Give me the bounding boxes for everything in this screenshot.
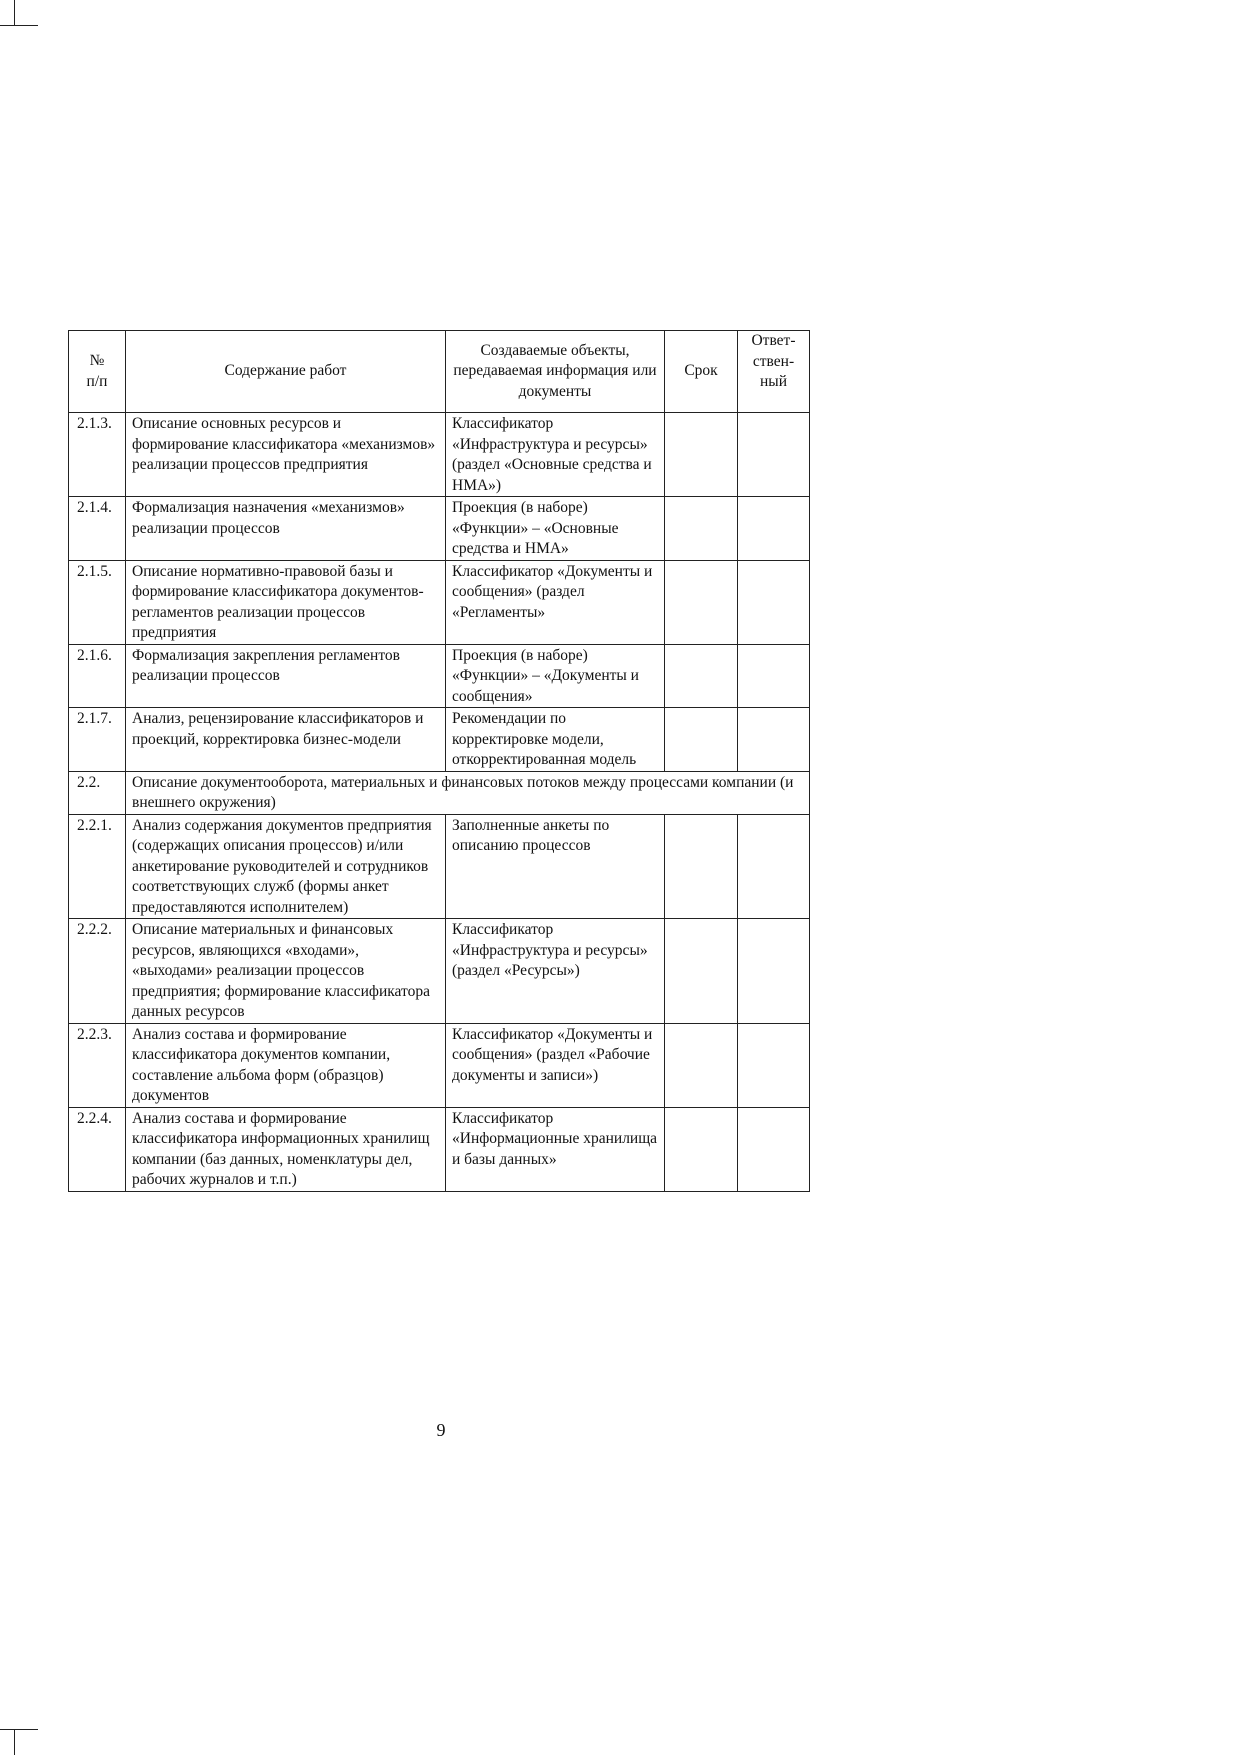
row-responsible bbox=[738, 708, 810, 772]
row-content: Анализ содержания документов предприятия (содержащих описания процессов) и/или анкетирование руководителей и сотрудников соответствующих служб (формы анкет предоставляются исполнителем) bbox=[126, 814, 446, 919]
row-number: 2.1.4. bbox=[69, 497, 126, 561]
table-row bbox=[69, 1107, 810, 1191]
row-number: 2.1.3. bbox=[69, 413, 126, 497]
crop-mark-bottom-vertical bbox=[14, 1729, 15, 1755]
row-objects: Классификатор «Документы и сообщения» (раздел «Рабочие документы и записи») bbox=[446, 1023, 665, 1107]
row-content: Анализ состава и формирование классификатора информационных хранилищ компании (баз данных, номенклатуры дел, рабочих журналов и т.п.) bbox=[126, 1107, 446, 1191]
row-objects: Проекция (в наборе) «Функции» – «Основные средства и НМА» bbox=[446, 497, 665, 561]
row-number: 2.2.3. bbox=[69, 1023, 126, 1107]
row-term bbox=[665, 708, 738, 772]
row-responsible bbox=[738, 814, 810, 919]
row-objects: Классификатор «Инфраструктура и ресурсы» (раздел «Основные средства и НМА») bbox=[446, 413, 665, 497]
row-objects: Классификатор «Документы и сообщения» (раздел «Регламенты» bbox=[446, 560, 665, 644]
row-number: 2.2.2. bbox=[69, 919, 126, 1024]
row-objects: Классификатор «Информационные хранилища и базы данных» bbox=[446, 1107, 665, 1191]
row-term bbox=[665, 560, 738, 644]
row-content: Анализ, рецензирование классификаторов и проекций, корректировка бизнес-модели bbox=[126, 708, 446, 772]
table-row bbox=[69, 919, 810, 1024]
row-term bbox=[665, 1023, 738, 1107]
table-row bbox=[69, 1023, 810, 1107]
row-objects: Проекция (в наборе) «Функции» – «Документы и сообщения» bbox=[446, 644, 665, 708]
row-number: 2.1.5. bbox=[69, 560, 126, 644]
table-row bbox=[69, 644, 810, 708]
row-content: Формализация закрепления регламентов реализации процессов bbox=[126, 644, 446, 708]
row-content: Анализ состава и формирование классификатора документов компании, составление альбома форм (образцов) документов bbox=[126, 1023, 446, 1107]
row-term bbox=[665, 814, 738, 919]
row-responsible bbox=[738, 1023, 810, 1107]
row-responsible bbox=[738, 919, 810, 1024]
header-responsible: Ответ- ствен- ный bbox=[738, 331, 810, 413]
section-number: 2.2. bbox=[69, 771, 126, 814]
crop-mark-top-vertical bbox=[14, 0, 15, 26]
row-responsible bbox=[738, 413, 810, 497]
header-number: № п/п bbox=[69, 331, 126, 413]
table-row bbox=[69, 708, 810, 772]
row-objects: Классификатор «Инфраструктура и ресурсы» (раздел «Ресурсы») bbox=[446, 919, 665, 1024]
table-row bbox=[69, 814, 810, 919]
row-term bbox=[665, 644, 738, 708]
row-term bbox=[665, 497, 738, 561]
row-number: 2.2.1. bbox=[69, 814, 126, 919]
section-title: Описание документооборота, материальных и финансовых потоков между процессами компании (и внешнего окружения) bbox=[126, 771, 810, 814]
section-row bbox=[69, 771, 810, 814]
row-content: Формализация назначения «механизмов» реализации процессов bbox=[126, 497, 446, 561]
table-row bbox=[69, 560, 810, 644]
row-objects: Рекомендации по корректировке модели, откорректированная модель bbox=[446, 708, 665, 772]
header-content: Содержание работ bbox=[126, 331, 446, 413]
row-number: 2.1.6. bbox=[69, 644, 126, 708]
row-responsible bbox=[738, 1107, 810, 1191]
row-objects: Заполненные анкеты по описанию процессов bbox=[446, 814, 665, 919]
table-header-row bbox=[69, 331, 810, 413]
row-number: 2.1.7. bbox=[69, 708, 126, 772]
page-number: 9 bbox=[436, 1420, 446, 1440]
row-number: 2.2.4. bbox=[69, 1107, 126, 1191]
row-term bbox=[665, 919, 738, 1024]
row-content: Описание материальных и финансовых ресурсов, являющихся «входами», «выходами» реализации процессов предприятия; формирование классификатора данных ресурсов bbox=[126, 919, 446, 1024]
row-responsible bbox=[738, 497, 810, 561]
row-responsible bbox=[738, 560, 810, 644]
work-plan-table bbox=[68, 330, 810, 1192]
row-responsible bbox=[738, 644, 810, 708]
row-term bbox=[665, 413, 738, 497]
crop-mark-top-horizontal bbox=[0, 25, 38, 26]
table-row bbox=[69, 497, 810, 561]
row-term bbox=[665, 1107, 738, 1191]
crop-mark-bottom-horizontal bbox=[0, 1729, 38, 1730]
table-row bbox=[69, 413, 810, 497]
header-objects: Создаваемые объекты, передаваемая информация или документы bbox=[446, 331, 665, 413]
row-content: Описание основных ресурсов и формирование классификатора «механизмов» реализации процессов предприятия bbox=[126, 413, 446, 497]
row-content: Описание нормативно-правовой базы и формирование классификатора документов-регламентов реализации процессов предприятия bbox=[126, 560, 446, 644]
header-term: Срок bbox=[665, 331, 738, 413]
